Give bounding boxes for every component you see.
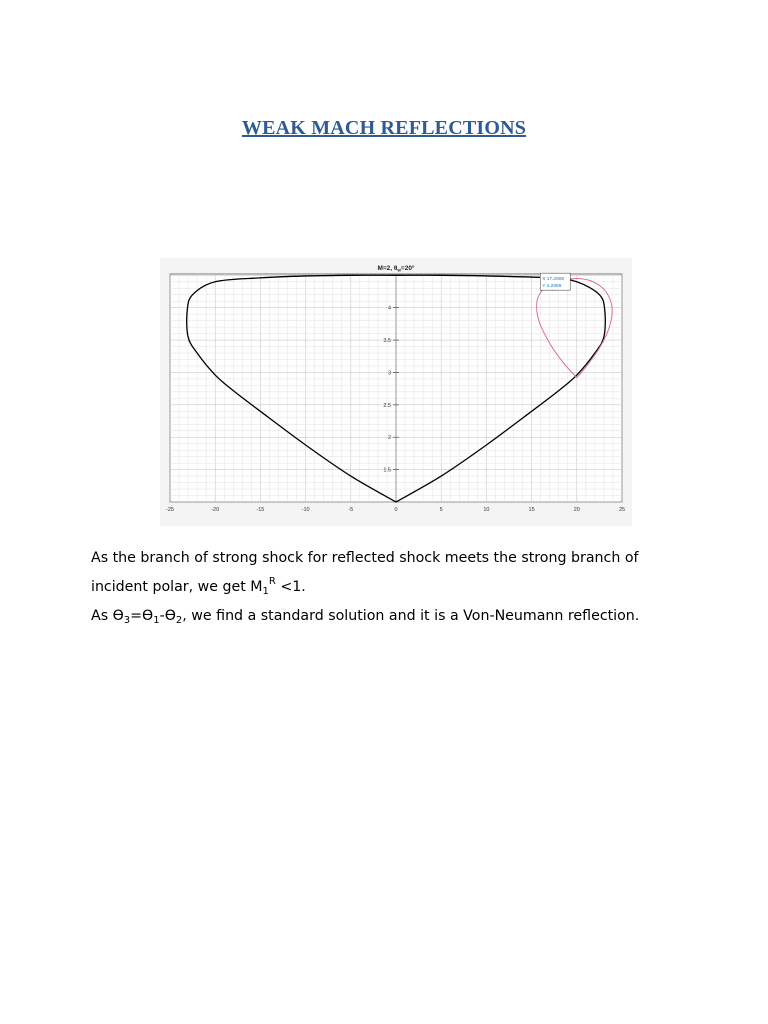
theta-2-sub: 2 — [175, 615, 183, 626]
y-tick-label: 1.5 — [383, 467, 391, 474]
body-text — [91, 546, 711, 633]
x-tick-label: -5 — [348, 507, 354, 513]
x-tick-label: -15 — [256, 507, 265, 513]
y-tick-label: 2.5 — [383, 402, 391, 409]
x-tick-label: -25 — [166, 507, 174, 513]
p2-part-b: =ϴ — [130, 608, 154, 624]
theta-1-sub: 1 — [153, 615, 160, 626]
paragraph-1 — [91, 546, 711, 604]
x-tick-label: -10 — [301, 507, 310, 513]
paragraph-2 — [91, 604, 711, 633]
x-tick-label: -20 — [211, 507, 220, 513]
chart-title-rest: =20° — [400, 265, 415, 272]
mach-subscript: 1 — [262, 586, 269, 597]
y-tick-label: 2 — [387, 435, 391, 442]
chart-title — [377, 264, 414, 273]
datatip-y: Y 4.2859 — [542, 284, 562, 290]
y-tick-label: 3.5 — [383, 338, 391, 345]
paragraph-1-line-2: incident polar, we get M — [91, 579, 263, 595]
polar-chart — [160, 258, 632, 526]
chart-title-main: M=2, θ — [377, 265, 398, 272]
polar-chart-figure — [160, 258, 632, 526]
mach-superscript: R — [268, 576, 276, 587]
theta-3-sub: 3 — [123, 615, 131, 626]
page-title: WEAK MACH REFLECTIONS — [241, 117, 527, 139]
x-tick-label: 5 — [439, 507, 443, 513]
paragraph-1-end: <1. — [275, 579, 306, 595]
p2-part-d: , we find a standard solution and it is a Von-Neumann reflection. — [182, 608, 640, 624]
paragraph-1-line-1: As the branch of strong shock for reflected shock meets the strong branch of — [91, 550, 639, 566]
x-tick-label: 10 — [483, 507, 490, 513]
chart-title-sub: w — [397, 267, 401, 273]
y-tick-label: 4 — [387, 305, 391, 312]
x-tick-label: 25 — [618, 507, 626, 513]
x-tick-label: 20 — [573, 507, 580, 513]
x-tick-label: 0 — [394, 507, 398, 513]
p2-part-a: As ϴ — [91, 608, 124, 624]
x-tick-label: 15 — [528, 507, 535, 513]
p2-part-c: -ϴ — [159, 608, 176, 624]
datatip-x: X 17.2808 — [542, 277, 565, 283]
y-tick-label: 3 — [387, 370, 391, 377]
